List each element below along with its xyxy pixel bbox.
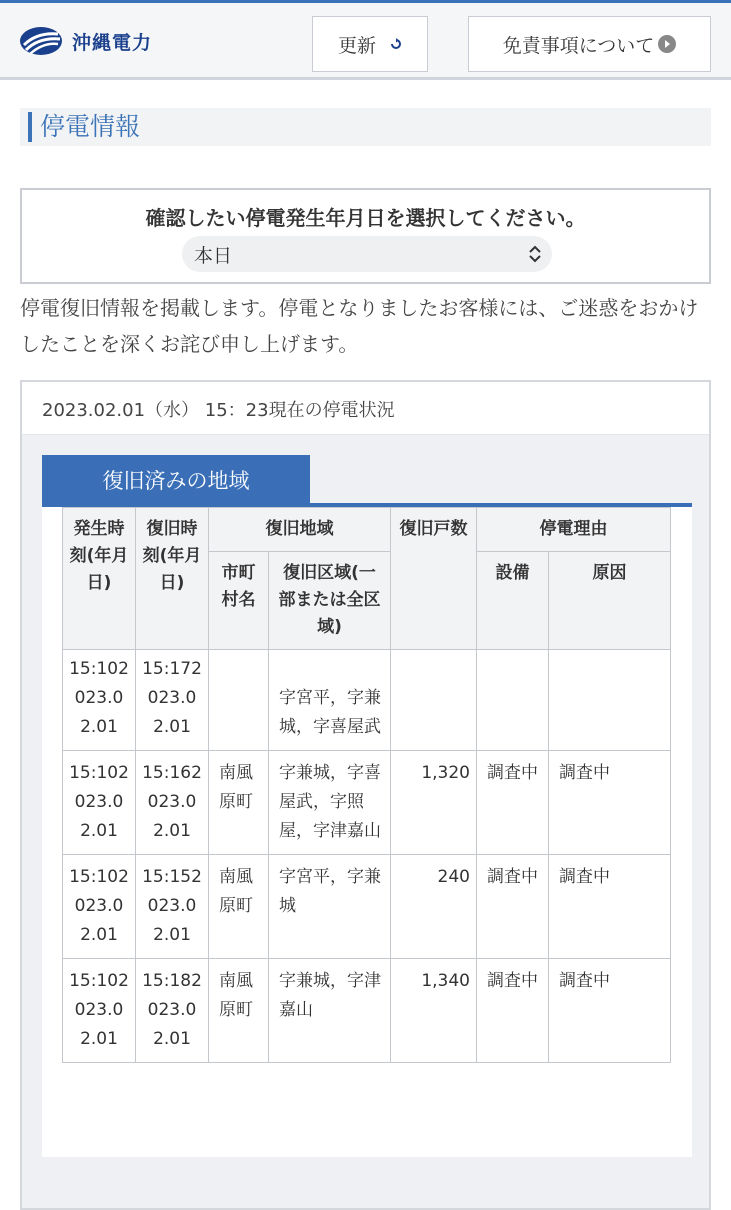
status-heading: 2023.02.01（水） 15：23現在の停電状況 (42, 400, 395, 421)
table-row (63, 959, 671, 1063)
date-selector-panel (20, 188, 711, 284)
date-select-value: 本日 (194, 245, 233, 267)
cell-municipality: 南風原町 (209, 959, 269, 1063)
cell-households: 1,320 (391, 751, 477, 855)
restored-areas-table (62, 507, 671, 1063)
cell-equipment: 調査中 (477, 855, 549, 959)
restored-table-card (42, 507, 692, 1157)
col-header-cause: 原因 (549, 552, 671, 650)
col-header-occurred: 発生時刻(年月日) (63, 508, 136, 650)
outage-status-panel (20, 380, 711, 1210)
date-select[interactable] (182, 236, 552, 272)
date-selector-prompt: 確認したい停電発生年月日を選択してください。 (145, 206, 586, 230)
cell-cause: 調査中 (549, 959, 671, 1063)
cell-occurred: 15:102023.02.01 (63, 751, 136, 855)
table-row (63, 751, 671, 855)
col-header-reason-group: 停電理由 (477, 508, 671, 552)
tab-restored-areas-label: 復旧済みの地域 (102, 469, 250, 493)
refresh-button[interactable] (312, 16, 428, 72)
table-row (63, 650, 671, 751)
site-header (0, 0, 731, 80)
arrow-right-circle-icon (658, 35, 676, 53)
cell-municipality: 南風原町 (209, 751, 269, 855)
tab-restored-areas[interactable] (42, 455, 310, 505)
col-header-restored: 復旧時刻(年月日) (136, 508, 209, 650)
cell-cause (549, 650, 671, 751)
page-title-bar (20, 108, 711, 146)
refresh-label: 更新 (337, 34, 376, 57)
cell-occurred: 15:102023.02.01 (63, 855, 136, 959)
cell-district: 字宮平，字兼城，字喜屋武 (269, 650, 391, 751)
brand-name: 沖縄電力 (72, 31, 153, 54)
refresh-icon (390, 38, 402, 50)
cell-occurred: 15:102023.02.01 (63, 650, 136, 751)
disclaimer-button[interactable] (468, 16, 711, 72)
cell-restored: 15:182023.02.01 (136, 959, 209, 1063)
disclaimer-label: 免責事項について (502, 34, 655, 57)
cell-occurred: 15:102023.02.01 (63, 959, 136, 1063)
status-heading-bar (22, 382, 709, 435)
cell-restored: 15:162023.02.01 (136, 751, 209, 855)
cell-municipality (209, 650, 269, 751)
col-header-equipment: 設備 (477, 552, 549, 650)
cell-district: 字兼城，字津嘉山 (269, 959, 391, 1063)
page-title: 停電情報 (40, 112, 141, 141)
col-header-households: 復旧戸数 (391, 508, 477, 650)
chevron-up-down-icon (528, 244, 542, 268)
col-header-district: 復旧区域(一部または全区域) (269, 552, 391, 650)
col-header-municipality: 市町村名 (209, 552, 269, 650)
cell-district: 字宮平，字兼城 (269, 855, 391, 959)
cell-households: 240 (391, 855, 477, 959)
cell-equipment: 調査中 (477, 751, 549, 855)
cell-cause: 調査中 (549, 751, 671, 855)
intro-text: 停電復旧情報を掲載します。停電となりましたお客様には、ご迷惑をおかけしたことを深くお詫び申し上げます。 (20, 296, 699, 356)
cell-households: 1,340 (391, 959, 477, 1063)
cell-restored: 15:172023.02.01 (136, 650, 209, 751)
cell-equipment: 調査中 (477, 959, 549, 1063)
status-body (22, 435, 709, 1208)
cell-district: 字兼城，字喜屋武，字照屋，字津嘉山 (269, 751, 391, 855)
cell-restored: 15:152023.02.01 (136, 855, 209, 959)
cell-equipment (477, 650, 549, 751)
okiden-logo-icon (18, 25, 64, 57)
cell-municipality: 南風原町 (209, 855, 269, 959)
brand-logo[interactable] (18, 23, 152, 59)
cell-cause: 調査中 (549, 855, 671, 959)
cell-households (391, 650, 477, 751)
table-row (63, 855, 671, 959)
col-header-area-group: 復旧地域 (209, 508, 391, 552)
title-accent-bar (28, 112, 32, 142)
